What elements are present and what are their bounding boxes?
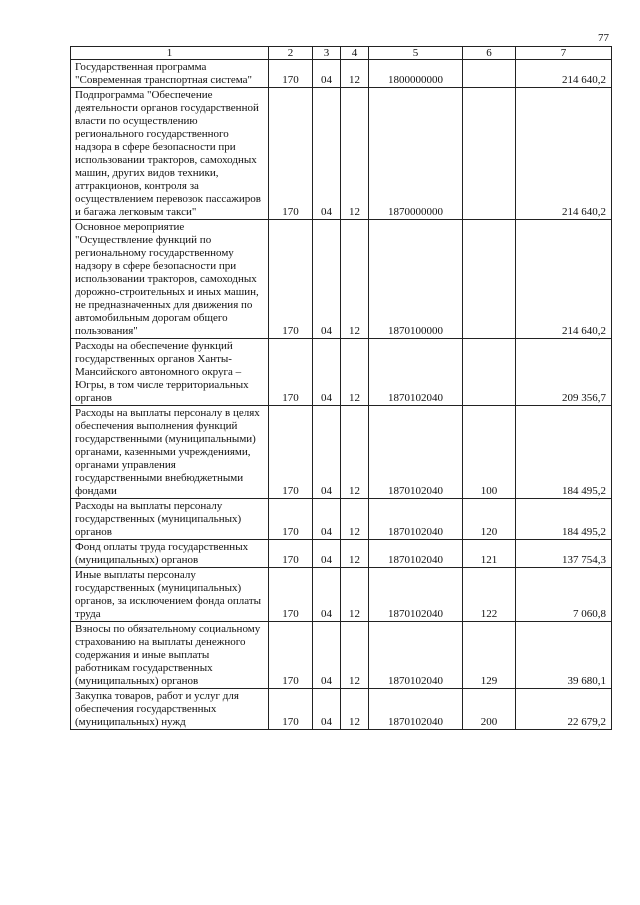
cell-col5: 1870102040 <box>369 689 463 730</box>
cell-col6: 100 <box>463 406 516 499</box>
cell-col2: 170 <box>269 540 313 568</box>
table-row <box>71 60 612 88</box>
table-row <box>71 88 612 220</box>
cell-col2: 170 <box>269 339 313 406</box>
row-name: Основное мероприятие "Осуществление функций по региональному государственному надзору в сфере безопасности при использовании тракторов, самоходных дорожно-строительных и иных машин, не предназначенных для движения по автомобильным дорогам общего пользования" <box>71 220 269 339</box>
row-name: Подпрограмма "Обеспечение деятельности органов государственной власти по осуществлению регионального государственного надзора в сфере безопасности при использовании тракторов, самоходных машин, других видов техники, аттракционов, контроля за осуществлением перевозок пассажиров и багажа легковым такси" <box>71 88 269 220</box>
cell-col6 <box>463 220 516 339</box>
column-header: 1 <box>71 47 269 60</box>
column-header: 3 <box>313 47 341 60</box>
cell-col3: 04 <box>313 540 341 568</box>
cell-col6: 129 <box>463 622 516 689</box>
table-row <box>71 540 612 568</box>
table-header <box>71 47 612 60</box>
table-row <box>71 220 612 339</box>
cell-col5: 1870102040 <box>369 622 463 689</box>
cell-amount: 214 640,2 <box>516 88 612 220</box>
cell-col4: 12 <box>341 499 369 540</box>
cell-amount: 22 679,2 <box>516 689 612 730</box>
cell-col4: 12 <box>341 622 369 689</box>
table-row <box>71 689 612 730</box>
cell-col6: 121 <box>463 540 516 568</box>
cell-col6: 200 <box>463 689 516 730</box>
cell-amount: 137 754,3 <box>516 540 612 568</box>
cell-col6 <box>463 88 516 220</box>
column-header: 5 <box>369 47 463 60</box>
cell-col5: 1870102040 <box>369 540 463 568</box>
cell-col4: 12 <box>341 60 369 88</box>
cell-col4: 12 <box>341 220 369 339</box>
row-name: Взносы по обязательному социальному страхованию на выплаты денежного содержания и иные выплаты работникам государственных (муниципальных) органов <box>71 622 269 689</box>
column-header: 4 <box>341 47 369 60</box>
cell-col5: 1870102040 <box>369 406 463 499</box>
cell-col5: 1870100000 <box>369 220 463 339</box>
cell-col2: 170 <box>269 220 313 339</box>
cell-col3: 04 <box>313 499 341 540</box>
cell-col5: 1870102040 <box>369 499 463 540</box>
cell-col3: 04 <box>313 689 341 730</box>
row-name: Иные выплаты персоналу государственных (муниципальных) органов, за исключением фонда оплаты труда <box>71 568 269 622</box>
cell-amount: 184 495,2 <box>516 406 612 499</box>
column-header: 6 <box>463 47 516 60</box>
row-name: Государственная программа "Современная транспортная система" <box>71 60 269 88</box>
cell-col6: 120 <box>463 499 516 540</box>
column-number-row <box>71 47 612 60</box>
table-row <box>71 339 612 406</box>
cell-col3: 04 <box>313 622 341 689</box>
cell-col3: 04 <box>313 339 341 406</box>
row-name: Расходы на обеспечение функций государственных органов Ханты-Мансийского автономного округа – Югры, в том числе территориальных органов <box>71 339 269 406</box>
cell-amount: 184 495,2 <box>516 499 612 540</box>
cell-col2: 170 <box>269 60 313 88</box>
row-name: Расходы на выплаты персоналу в целях обеспечения выполнения функций государственными (муниципальными) органами, казенными учреждениями, органами управления государственными внебюджетными фондами <box>71 406 269 499</box>
column-header: 7 <box>516 47 612 60</box>
cell-amount: 214 640,2 <box>516 220 612 339</box>
cell-col6 <box>463 339 516 406</box>
row-name: Расходы на выплаты персоналу государственных (муниципальных) органов <box>71 499 269 540</box>
cell-col4: 12 <box>341 568 369 622</box>
cell-col2: 170 <box>269 689 313 730</box>
cell-col3: 04 <box>313 220 341 339</box>
cell-amount: 209 356,7 <box>516 339 612 406</box>
cell-col3: 04 <box>313 60 341 88</box>
row-name: Фонд оплаты труда государственных (муниципальных) органов <box>71 540 269 568</box>
cell-col2: 170 <box>269 499 313 540</box>
page-number: 77 <box>598 32 609 44</box>
budget-table <box>70 46 612 730</box>
cell-col3: 04 <box>313 406 341 499</box>
cell-col2: 170 <box>269 406 313 499</box>
column-header: 2 <box>269 47 313 60</box>
cell-col4: 12 <box>341 88 369 220</box>
cell-col4: 12 <box>341 540 369 568</box>
cell-col4: 12 <box>341 689 369 730</box>
cell-col5: 1870102040 <box>369 568 463 622</box>
cell-col6: 122 <box>463 568 516 622</box>
cell-amount: 214 640,2 <box>516 60 612 88</box>
cell-amount: 7 060,8 <box>516 568 612 622</box>
row-name: Закупка товаров, работ и услуг для обеспечения государственных (муниципальных) нужд <box>71 689 269 730</box>
cell-amount: 39 680,1 <box>516 622 612 689</box>
cell-col4: 12 <box>341 406 369 499</box>
cell-col5: 1800000000 <box>369 60 463 88</box>
cell-col4: 12 <box>341 339 369 406</box>
cell-col5: 1870102040 <box>369 339 463 406</box>
cell-col2: 170 <box>269 622 313 689</box>
table-row <box>71 406 612 499</box>
cell-col6 <box>463 60 516 88</box>
table-row <box>71 499 612 540</box>
cell-col3: 04 <box>313 88 341 220</box>
table-body <box>71 60 612 730</box>
cell-col5: 1870000000 <box>369 88 463 220</box>
cell-col3: 04 <box>313 568 341 622</box>
table-row <box>71 568 612 622</box>
cell-col2: 170 <box>269 88 313 220</box>
cell-col2: 170 <box>269 568 313 622</box>
table-row <box>71 622 612 689</box>
